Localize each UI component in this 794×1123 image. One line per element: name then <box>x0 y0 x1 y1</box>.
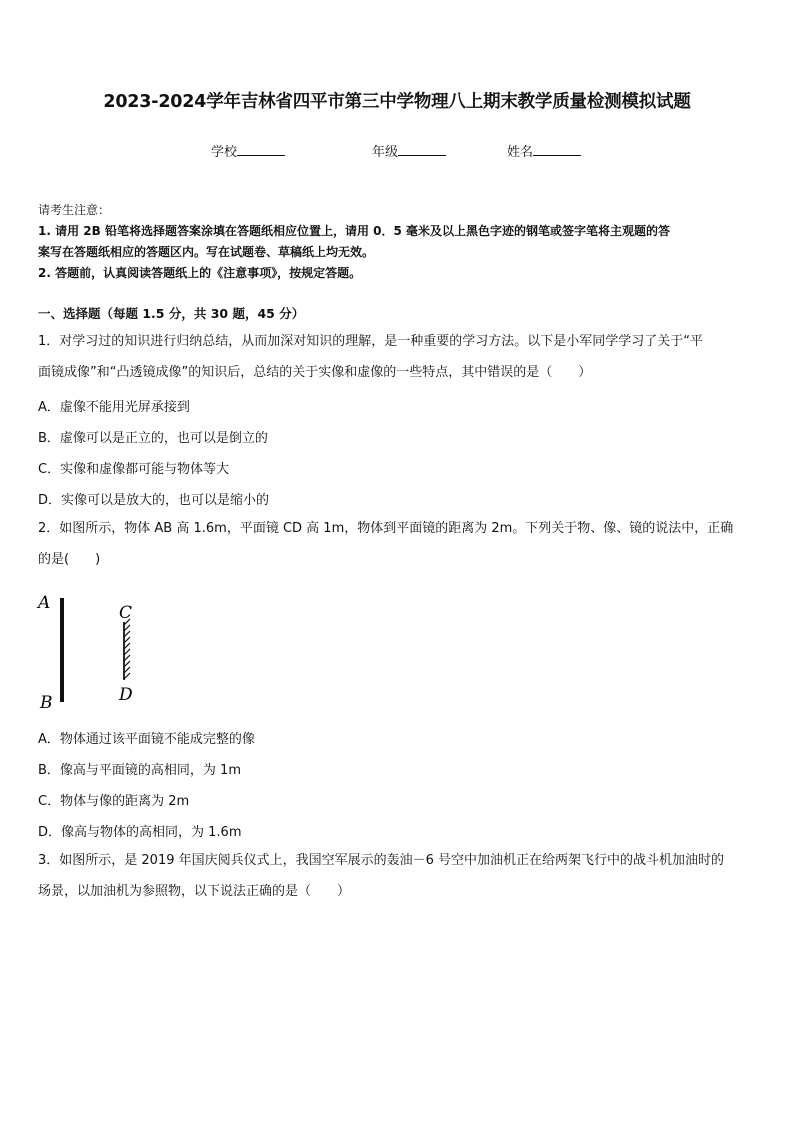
name-label: 姓名 <box>507 145 534 160</box>
label-c: C <box>119 603 133 623</box>
question-2-option-a: A．物体通过该平面镜不能成完整的像 <box>38 732 255 747</box>
question-1-stem-line-1: 1．对学习过的知识进行归纳总结，从而加深对知识的理解，是一种重要的学习方法。以下是小军同学学习了关于“平 <box>38 334 704 349</box>
grade-field <box>372 141 446 160</box>
grade-label: 年级 <box>372 145 399 160</box>
question-2 <box>38 513 760 575</box>
question-1-stem-line-2: 面镜成像”和“凸透镜成像”的知识后，总结的关于实像和虚像的一些特点，其中错误的是（ ） <box>38 365 592 380</box>
mirror-object-figure <box>36 590 156 715</box>
question-2-option-b: B．像高与平面镜的高相同，为 1m <box>38 763 241 778</box>
notice-block <box>38 200 760 284</box>
label-d: D <box>119 685 133 705</box>
label-a: A <box>38 593 51 613</box>
page-title: 2023-2024学年吉林省四平市第三中学物理八上期末教学质量检测模拟试题 <box>103 92 691 112</box>
question-3-stem-line-1: 3．如图所示，是 2019 年国庆阅兵仪式上，我国空军展示的轰油－6 号空中加油机正在给两架飞行中的战斗机加油时的 <box>38 853 725 868</box>
notice-item-1-line-1: 1. 请用 2B 铅笔将选择题答案涂填在答题纸相应位置上，请用 0．5 毫米及以上黑色字迹的钢笔或签字笔将主观题的答 <box>38 224 670 238</box>
question-1-option-b: B．虚像可以是正立的，也可以是倒立的 <box>38 431 268 446</box>
notice-item-2: 2. 答题前，认真阅读答题纸上的《注意事项》，按规定答题。 <box>38 266 362 280</box>
question-2-stem-line-2: 的是( ) <box>38 552 101 567</box>
grade-blank <box>398 144 446 156</box>
school-field <box>211 141 285 160</box>
question-3-stem-line-2: 场景，以加油机为参照物，以下说法正确的是（ ） <box>38 884 351 899</box>
question-1-option-d: D．实像可以是放大的，也可以是缩小的 <box>38 493 270 508</box>
name-field <box>507 141 581 160</box>
question-1 <box>38 326 760 388</box>
name-blank <box>533 144 581 156</box>
school-blank <box>237 144 285 156</box>
question-3 <box>38 845 760 907</box>
question-2-stem-line-1: 2．如图所示，物体 AB 高 1.6m，平面镜 CD 高 1m，物体到平面镜的距离为 2m。下列关于物、像、镜的说法中，正确 <box>38 521 734 536</box>
notice-item-1-line-2: 案写在答题纸相应的答题区内。写在试题卷、草稿纸上均无效。 <box>38 245 375 259</box>
question-2-option-d: D．像高与物体的高相同，为 1.6m <box>38 825 242 840</box>
question-1-option-c: C．实像和虚像都可能与物体等大 <box>38 462 230 477</box>
section-heading: 一、选择题（每题 1.5 分，共 30 题，45 分） <box>38 306 305 321</box>
question-1-option-a: A．虚像不能用光屏承接到 <box>38 400 190 415</box>
question-2-option-c: C．物体与像的距离为 2m <box>38 794 190 809</box>
notice-heading: 请考生注意： <box>38 203 111 217</box>
object-ab <box>60 598 64 702</box>
school-label: 学校 <box>211 145 238 160</box>
label-b: B <box>40 693 53 713</box>
